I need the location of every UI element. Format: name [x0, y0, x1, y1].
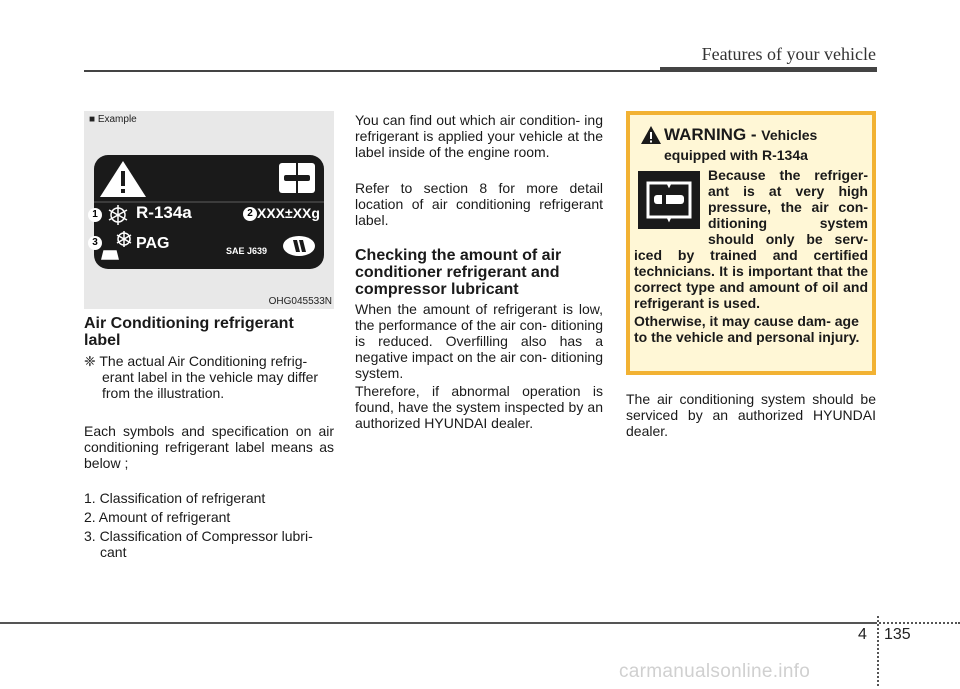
paragraph-inspection-advice: Therefore, if abnormal operation is found, have the system inspected by an authorized HYUNDAI dealer.: [355, 383, 603, 431]
list-item: 3. Classification of Compressor lubri- cant: [84, 528, 313, 560]
warning-triangle-icon: [640, 125, 662, 145]
callout-number-2: 2: [243, 207, 257, 221]
paragraph-service-advice: The air conditioning system should be serviced by an authorized HYUNDAI dealer.: [626, 391, 876, 439]
manual-book-icon: [279, 163, 315, 193]
paragraph-find-refrigerant: You can find out which air condition- ing refrigerant is applied your vehicle at the label inside of the engine room.: [355, 112, 603, 160]
page-number: 135: [884, 626, 911, 643]
figure-caption: ■ Example: [89, 114, 137, 125]
list-item: 2. Amount of refrigerant: [84, 509, 231, 525]
warning-body-text: Because the refriger- ant is at very high pressure, the air con- ditioning system should only be serv- iced by trained and certified technicians. It is important that the correct type and amount of oil and refrigerant is used.: [634, 167, 868, 311]
paragraph-label-meaning: Each symbols and specification on air conditioning refrigerant label means as below ;: [84, 423, 334, 471]
warning-box: [626, 111, 876, 375]
section-heading-refrigerant-label: Air Conditioning refrigerant label: [84, 315, 294, 349]
warning-title: [664, 125, 817, 145]
section-heading-checking-amount: Checking the amount of air conditioner refrigerant and compressor lubricant: [355, 247, 562, 298]
footer-rule: [0, 622, 877, 624]
warning-body-consequence: Otherwise, it may cause dam- age to the vehicle and personal injury.: [634, 313, 860, 345]
figure-code: OHG045533N: [268, 296, 332, 307]
footer-divider: [877, 616, 880, 686]
refrigerant-label-figure: [84, 111, 334, 309]
callout-number-1: 1: [88, 208, 102, 222]
hyundai-logo-icon: [283, 236, 315, 256]
label-lubricant-type: PAG: [136, 235, 170, 252]
warning-title-rest: Vehicles: [761, 127, 818, 143]
illustration-note: ❈ The actual Air Conditioning refrig- erant label in the vehicle may differ from the illustration.: [84, 353, 319, 401]
label-refrigerant-amount: XXX±XXg: [257, 205, 320, 221]
warning-body: [634, 167, 868, 311]
list-item: 1. Classification of refrigerant: [84, 490, 266, 506]
chapter-number: 4: [858, 626, 867, 643]
header-rule-accent: [660, 67, 877, 72]
callout-number-3: 3: [88, 236, 102, 250]
warning-box-body: [630, 115, 872, 371]
label-standard: SAE J639: [226, 246, 268, 256]
warning-subtitle: equipped with R-134a: [664, 147, 808, 163]
warning-title-word: WARNING -: [664, 125, 757, 144]
watermark: carmanualsonline.info: [619, 661, 811, 682]
header-title: Features of your vehicle: [701, 44, 876, 64]
paragraph-low-refrigerant: When the amount of refrigerant is low, the performance of the air con- ditioning is reduced. Overfilling also has a negative impact on the air con- ditioning system.: [355, 301, 603, 381]
label-refrigerant-type: R-134a: [136, 203, 192, 222]
paragraph-refer-section: Refer to section 8 for more detail location of air conditioning refrigerant label.: [355, 180, 603, 228]
label-symbol-list: [84, 490, 334, 563]
